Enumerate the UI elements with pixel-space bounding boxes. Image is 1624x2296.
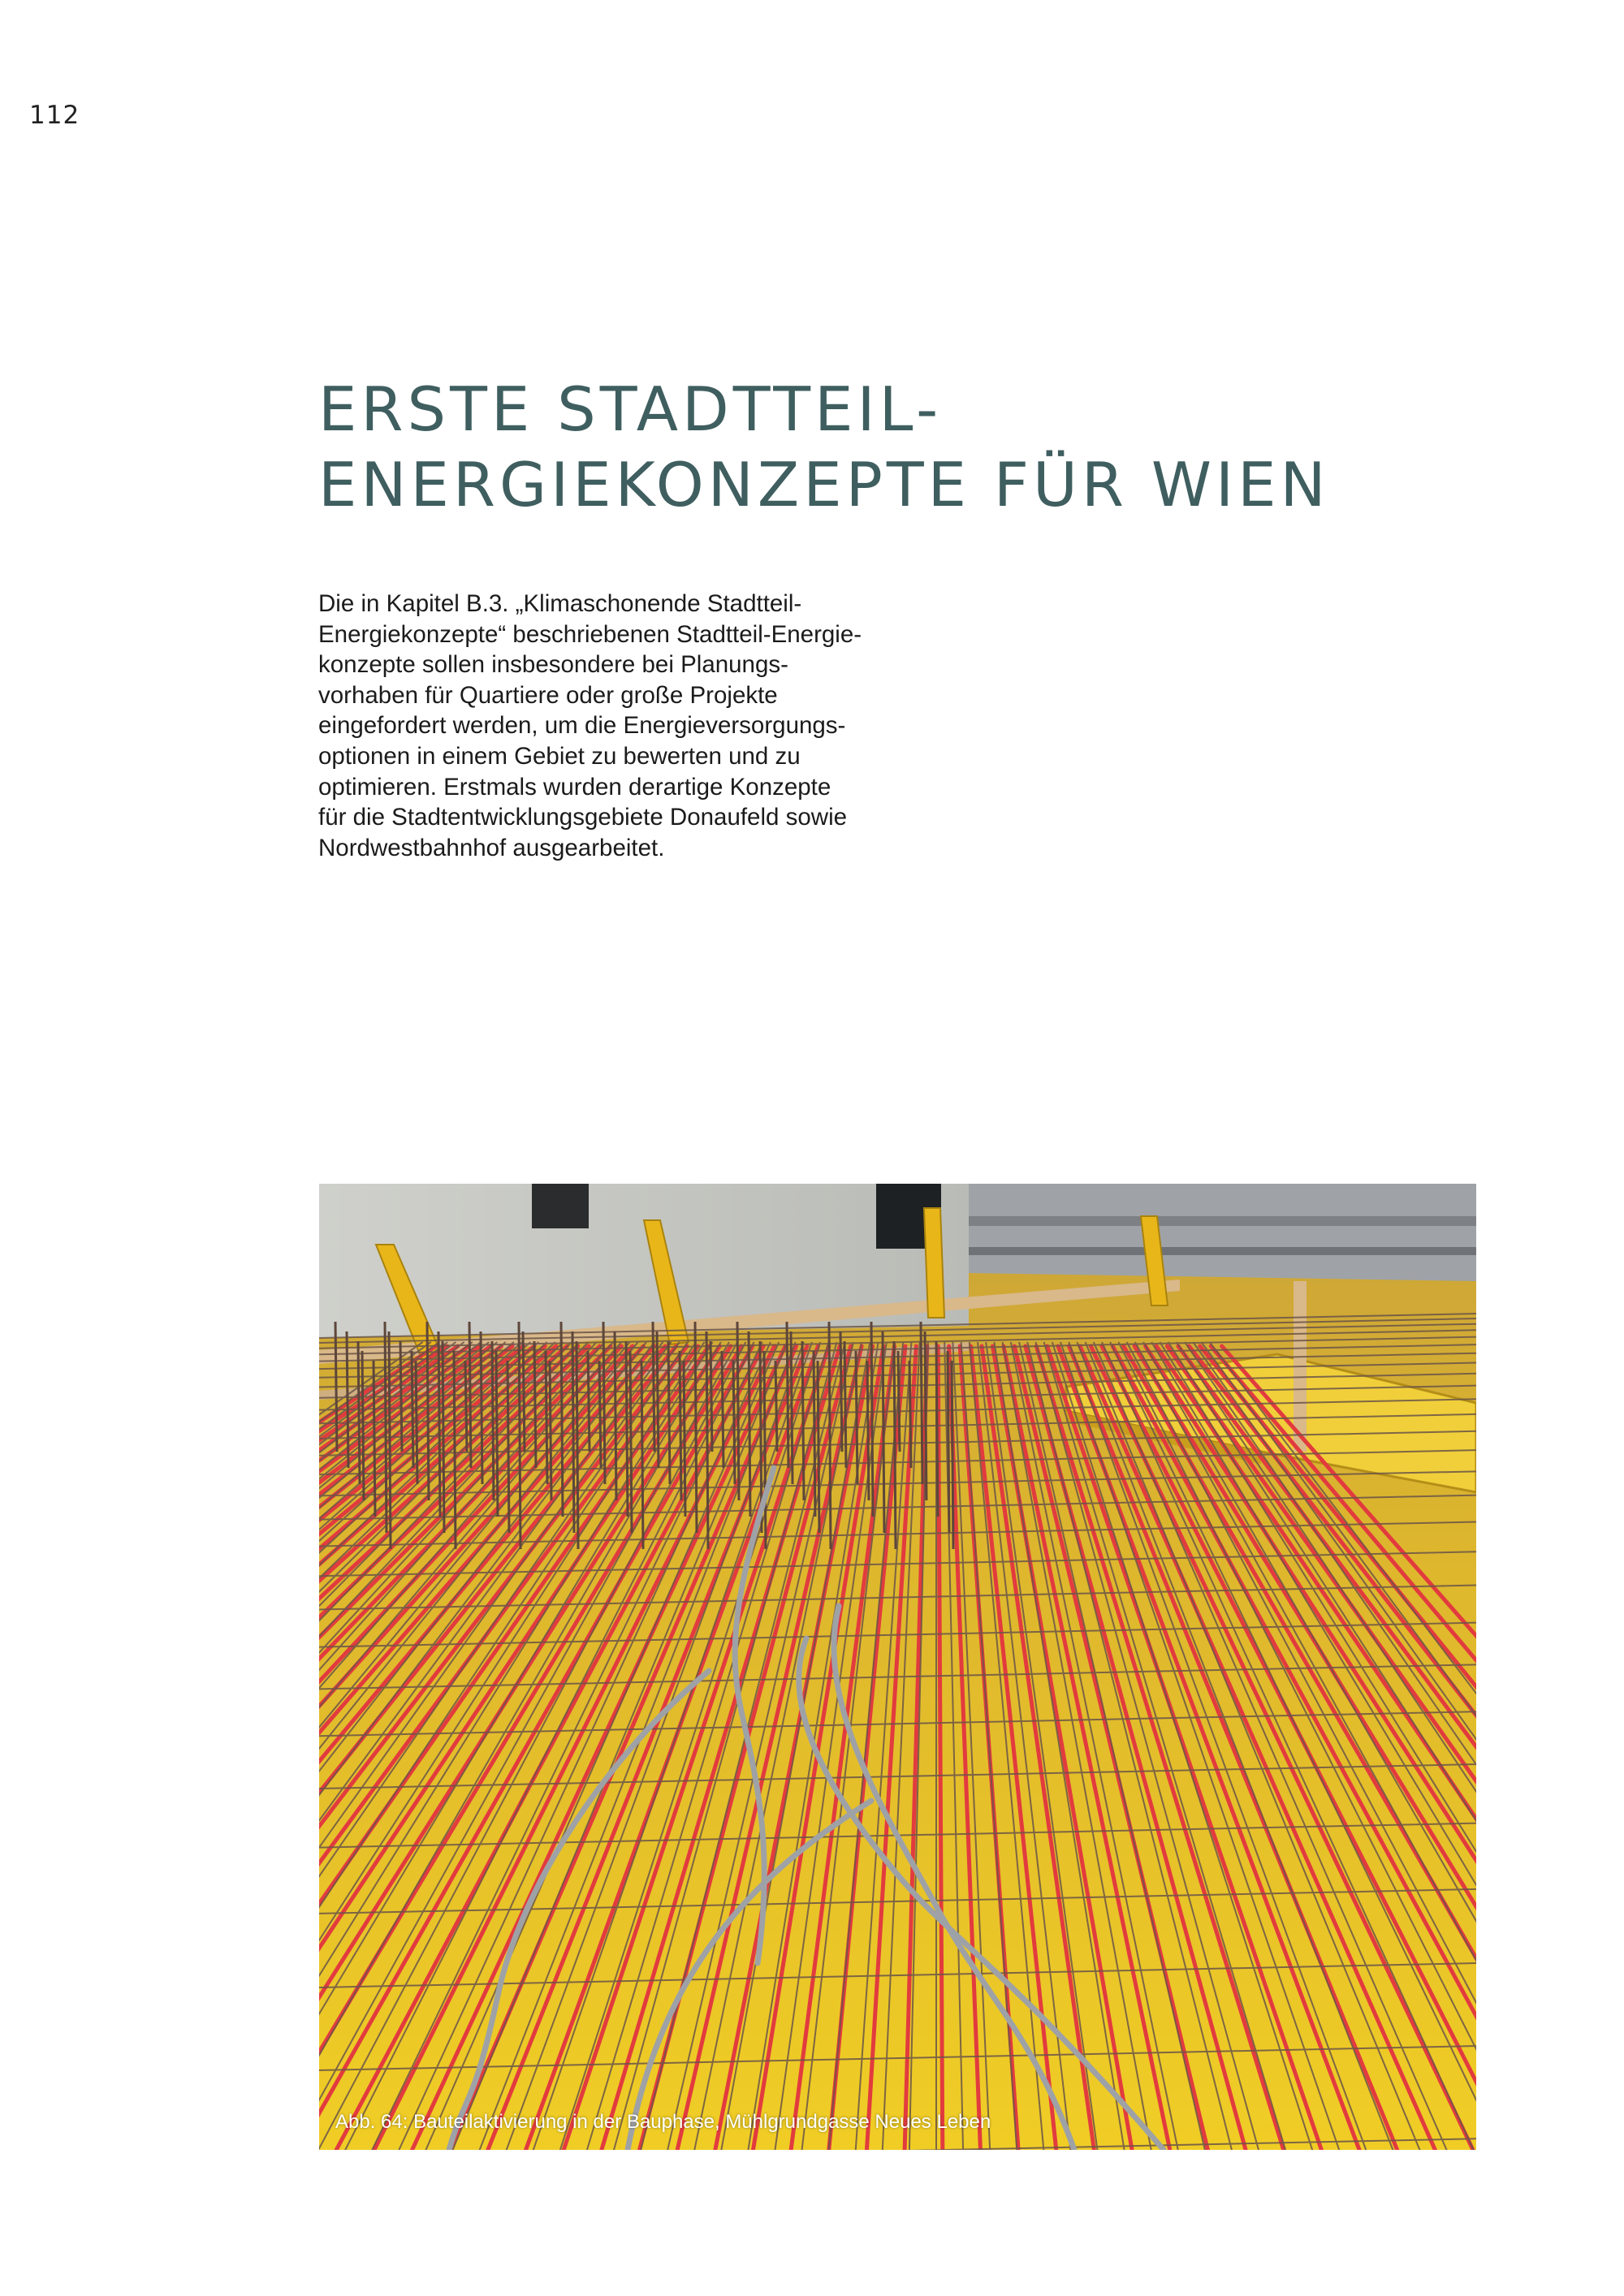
starter-bar (465, 1361, 467, 1452)
starter-bar (335, 1322, 337, 1452)
starter-bar (749, 1331, 750, 1517)
starter-bar (840, 1331, 842, 1452)
starter-bar (909, 1361, 911, 1468)
paragraph-line: Die in Kapitel B.3. „Klimaschonende Stadtteil- (318, 590, 802, 617)
starter-bar (733, 1361, 735, 1484)
starter-bar (856, 1351, 857, 1484)
starter-bar (641, 1361, 643, 1549)
starter-bar (871, 1322, 873, 1517)
starter-bar (519, 1322, 520, 1549)
starter-bar (818, 1361, 819, 1533)
starter-bar (626, 1341, 628, 1517)
starter-bar (374, 1361, 375, 1517)
starter-bar (706, 1331, 708, 1549)
starter-bar (844, 1341, 846, 1468)
paragraph-line: konzepte sollen insbesondere bei Planungs- (318, 651, 788, 679)
starter-bar (561, 1322, 563, 1517)
starter-bar (898, 1351, 900, 1452)
starter-bar (492, 1341, 494, 1500)
starter-bar (948, 1351, 949, 1533)
starter-bar (921, 1322, 922, 1484)
background-floor-band (969, 1247, 1476, 1255)
starter-bar (508, 1361, 509, 1533)
starter-bar (952, 1361, 953, 1549)
starter-bar (496, 1351, 498, 1517)
starter-bar (358, 1341, 360, 1484)
starter-bar (362, 1351, 364, 1500)
starter-bar (814, 1351, 815, 1517)
starter-bar (400, 1341, 402, 1452)
starter-bar (668, 1341, 670, 1484)
starter-bar (523, 1331, 525, 1452)
starter-bar (550, 1361, 551, 1500)
starter-bar (653, 1322, 654, 1452)
starter-bar (588, 1351, 590, 1452)
starter-bar (630, 1351, 632, 1533)
construction-photo (319, 1184, 1476, 2150)
starter-bar (775, 1361, 777, 1452)
paragraph-line: eingefordert werden, um die Energieversorgungs- (318, 712, 846, 740)
starter-bar (787, 1322, 788, 1468)
paragraph-line: Energiekonzepte“ beschriebenen Stadtteil-Energie- (318, 620, 862, 648)
starter-bar (599, 1361, 601, 1468)
starter-bar (572, 1331, 574, 1533)
starter-bar (791, 1331, 793, 1484)
paragraph-line: Nordwestbahnhof ausgearbeitet. (318, 834, 665, 861)
page-number: 112 (29, 101, 80, 130)
starter-bar (764, 1351, 766, 1549)
page-title (318, 372, 1455, 523)
starter-bar (883, 1331, 884, 1533)
page-title-line-2: ENERGIEKONZEPTE FÜR WIEN (318, 449, 1330, 520)
starter-bar (603, 1322, 605, 1484)
starter-bar (427, 1322, 429, 1500)
starter-bar (347, 1331, 348, 1468)
starter-bar (534, 1341, 536, 1468)
background-building (969, 1184, 1476, 1281)
figure-caption: Abb. 64: Bauteilaktivierung in der Bauphase, Mühlgrundgasse Neues Leben (335, 2111, 991, 2133)
paragraph-line: optimieren. Erstmals wurden derartige Konzepte (318, 773, 831, 801)
starter-bar (710, 1341, 712, 1452)
paragraph-line: vorhaben für Quartiere oder große Projekte (318, 681, 778, 709)
starter-bar (615, 1331, 616, 1500)
starter-bar (438, 1331, 440, 1517)
starter-bar (469, 1322, 471, 1468)
starter-bar (802, 1341, 804, 1500)
intro-paragraph (318, 589, 903, 863)
starter-bar (722, 1351, 723, 1468)
paragraph-line: für die Stadtentwicklungsgebiete Donaufeld sowie (318, 804, 848, 831)
starter-bar (443, 1341, 444, 1533)
paragraph-line: optionen in einem Gebiet zu bewerten und zu (318, 742, 801, 770)
starter-bar (389, 1331, 391, 1549)
starter-bar (481, 1331, 482, 1484)
starter-bar (454, 1351, 456, 1549)
starter-bar (684, 1361, 685, 1517)
starter-bar (867, 1361, 869, 1500)
starter-bar (936, 1341, 938, 1517)
page-title-line-1: ERSTE STADTTEIL- (318, 373, 943, 445)
starter-bar (416, 1361, 417, 1484)
starter-bar (577, 1341, 578, 1549)
starter-bar (894, 1341, 896, 1549)
starter-bar (546, 1351, 547, 1484)
background-floor-band (969, 1216, 1476, 1226)
starter-bar (385, 1322, 387, 1533)
starter-bar (695, 1322, 697, 1533)
starter-bar (829, 1322, 831, 1549)
starter-bar (737, 1322, 739, 1500)
starter-bar (925, 1331, 926, 1500)
starter-bar (657, 1331, 659, 1468)
starter-bar (680, 1351, 681, 1500)
construction-photo-illustration (319, 1184, 1476, 2150)
starter-bar (412, 1351, 413, 1468)
formwork-prop (924, 1208, 944, 1318)
wall-opening (532, 1184, 589, 1228)
